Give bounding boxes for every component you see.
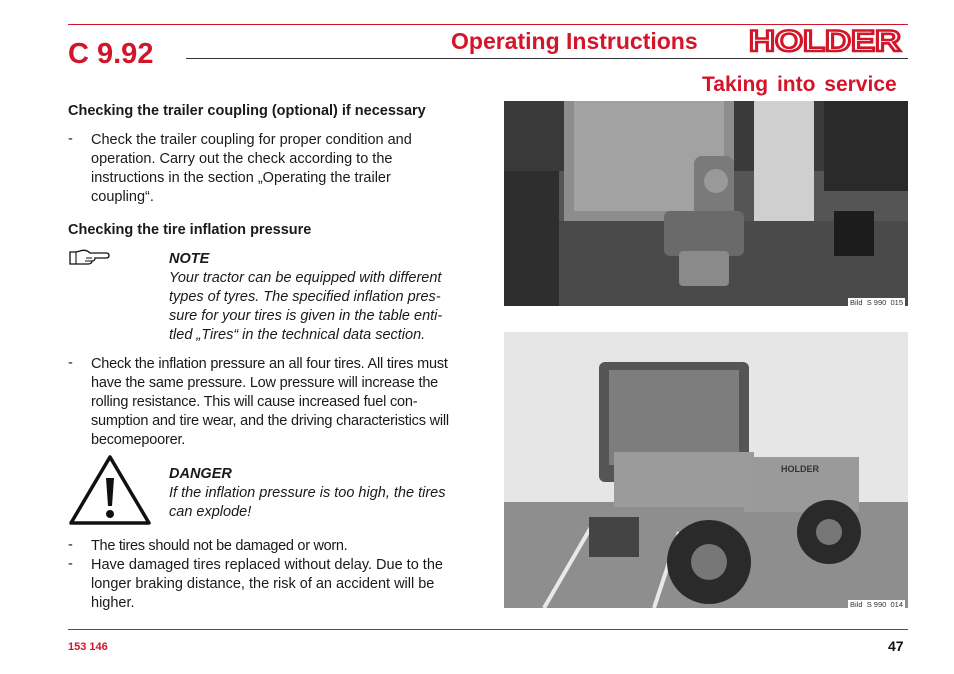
danger-line: can explode! bbox=[169, 504, 252, 520]
text-line: have the same pressure. Low pressure will increase the bbox=[91, 375, 439, 391]
document-title: Operating Instructions bbox=[451, 28, 698, 54]
tractor-photo bbox=[504, 332, 908, 608]
trailer-heading: Checking the trailer coupling (optional) if necessary bbox=[68, 103, 426, 119]
note-line: sure for your tires is given in the table enti- bbox=[169, 308, 443, 324]
document-number: 153 146 bbox=[68, 641, 108, 653]
warning-triangle-icon bbox=[68, 454, 152, 526]
section-title: Taking into service bbox=[702, 73, 897, 96]
tires-item1 bbox=[91, 355, 483, 450]
tires-heading: Checking the tire inflation pressure bbox=[68, 222, 312, 238]
text-line: operation. Carry out the check according to the bbox=[91, 151, 393, 167]
text-line: longer braking distance, the risk of an accident will be bbox=[91, 576, 435, 592]
text-line: rolling resistance. This will cause increased fuel con- bbox=[91, 394, 418, 410]
note-line: tled „Tires“ in the technical data section. bbox=[169, 327, 426, 343]
header-underline bbox=[186, 58, 908, 59]
bullet-dash: - bbox=[68, 537, 73, 553]
trailer-coupling-illustration bbox=[504, 101, 908, 306]
text-line: Have damaged tires replaced without delay. Due to the bbox=[91, 557, 443, 573]
note-block bbox=[169, 250, 442, 345]
tires-item3 bbox=[91, 556, 483, 613]
text-line: instructions in the section „Operating the trailer bbox=[91, 170, 391, 186]
page-number: 47 bbox=[888, 638, 904, 654]
photo1-caption: Bild_S 990_015 bbox=[850, 298, 903, 306]
bullet-dash: - bbox=[68, 556, 73, 572]
danger-block bbox=[169, 465, 445, 522]
danger-line: If the inflation pressure is too high, the tires bbox=[169, 485, 446, 501]
tractor-illustration bbox=[504, 332, 908, 608]
bullet-dash: - bbox=[68, 131, 73, 147]
bullet-dash: - bbox=[68, 355, 73, 371]
note-line: types of tyres. The specified inflation pres- bbox=[169, 289, 441, 305]
note-line: Your tractor can be equipped with different bbox=[169, 270, 442, 286]
holder-logo bbox=[749, 28, 903, 54]
hood-label: HOLDER bbox=[781, 464, 819, 474]
note-label: NOTE bbox=[169, 251, 210, 267]
tires-item2: The tires should not be damaged or worn. bbox=[91, 538, 348, 554]
text-line: sumption and tire wear, and the driving characteristics will bbox=[91, 413, 449, 429]
footer-rule bbox=[68, 629, 908, 630]
text-line: becomepoorer. bbox=[91, 432, 186, 448]
header-top-rule bbox=[68, 24, 908, 25]
text-line: Check the trailer coupling for proper condition and bbox=[91, 132, 412, 148]
text-line: coupling“. bbox=[91, 189, 154, 205]
danger-label: DANGER bbox=[169, 466, 232, 482]
chapter-code: C 9.92 bbox=[68, 38, 154, 70]
logo-text: HOLDER bbox=[749, 28, 902, 54]
trailer-coupling-photo bbox=[504, 101, 908, 306]
text-line: Check the inflation pressure an all four tires. All tires must bbox=[91, 356, 448, 372]
photo2-caption: Bild_S 990_014 bbox=[850, 600, 903, 608]
text-line: higher. bbox=[91, 595, 135, 611]
trailer-item bbox=[91, 131, 481, 207]
pointing-hand-icon bbox=[68, 248, 110, 266]
